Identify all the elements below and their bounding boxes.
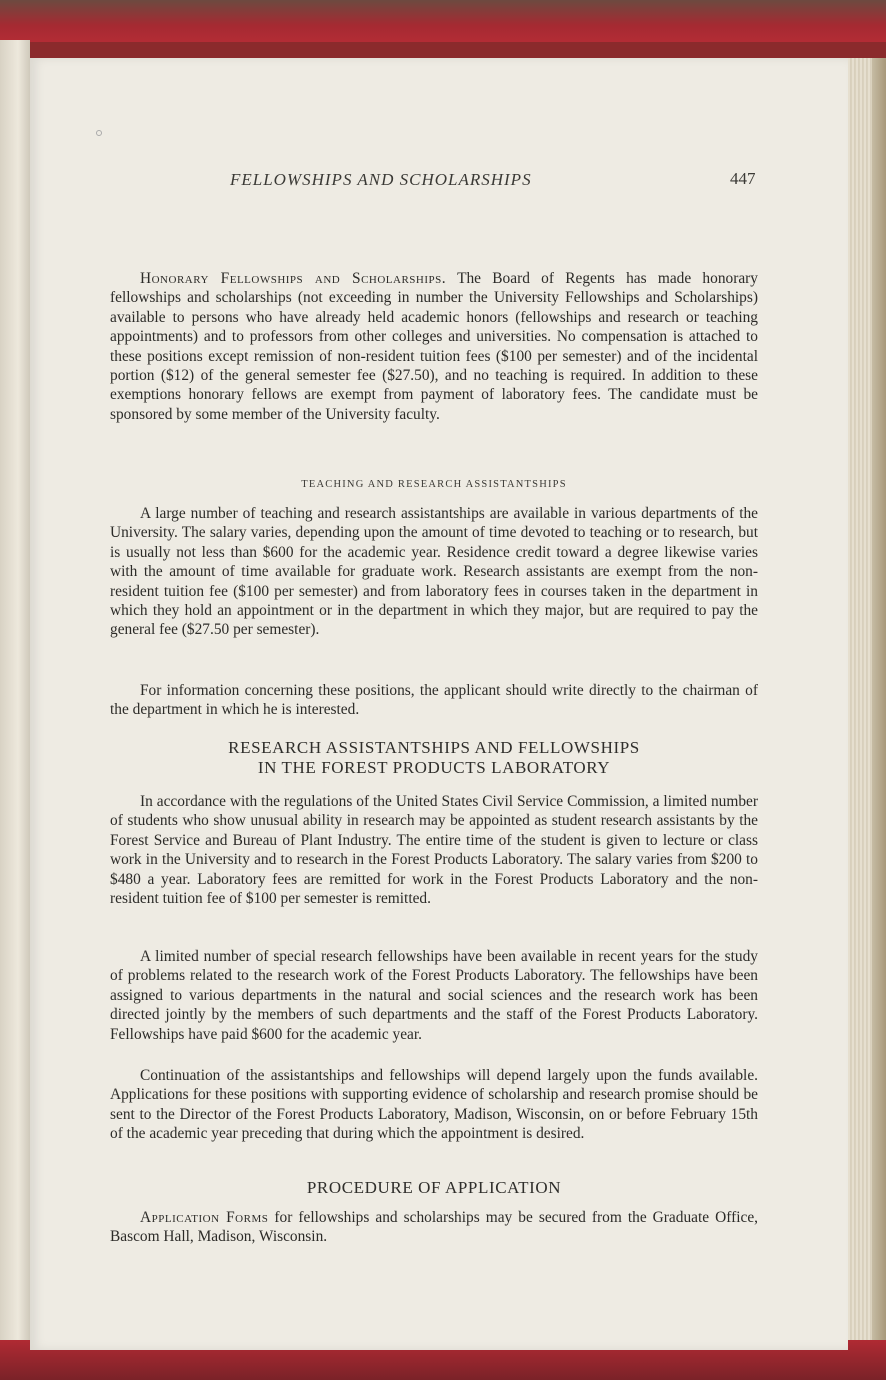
book-fore-edge <box>872 58 886 1353</box>
forms-lead: Application Forms <box>140 1209 269 1226</box>
left-page-edge <box>0 40 30 1350</box>
continuation-paragraph: Continuation of the assistantships and fellowships will depend largely upon the funds available. Applications for these positions with supporting evidence of scholarship and research promise should be sent to the Director of the Forest Products Laboratory, Madison, Wisconsin, on or before February 15th of the academic year preceding that during which the appointment is desired. <box>110 1067 758 1143</box>
teaching-paragraph: A large number of teaching and research assistantships are available in various departments of the University. The salary varies, depending upon the amount of time devoted to teaching or to research, but is usually not less than $600 for the academic year. Residence credit toward a degree likewise varies with the amount of time available for graduate work. Research assistants are exempt from the non-resident tuition fee ($100 per semester) and from laboratory fees in courses taken in the department in which they hold an appointment or in the department in which they major, but are required to pay the general fee ($27.50 per semester). <box>110 505 758 639</box>
honorary-body: The Board of Regents has made honorary fellowships and scholarships (not exceeding in number the University Fellowships and Scholarships) available to persons who have already held academic honors (fellowships and research or teaching appointments) and to professors from other colleges and universities. No compensation is attached to these positions except remission of non-resident tuition fees ($100 per semester) and of the incidental portion ($12) of the general semester fee ($27.50), and no teaching is required. In addition to these exemptions honorary fellows are exempt from payment of laboratory fees. The candidate must be sponsored by some member of the University faculty. <box>110 270 758 423</box>
research-heading <box>110 738 758 778</box>
honorary-lead: Honorary Fellowships and Scholarships. <box>140 270 447 287</box>
forms-body: for fellowships and scholarships may be secured from the Graduate Office, Bascom Hall, Madison, Wisconsin. <box>110 1209 758 1246</box>
research-heading-line2: IN THE FOREST PRODUCTS LABORATORY <box>257 758 611 777</box>
limited-paragraph: A limited number of special research fellowships have been available in recent years for the study of problems related to the research work of the Forest Products Laboratory. The fellowships have been assigned to various departments in the natural and social sciences and the research work has been directed jointly by the members of such departments and the staff of the Forest Products Laboratory. Fellowships have paid $600 for the academic year. <box>110 948 758 1043</box>
procedure-heading: PROCEDURE OF APPLICATION <box>306 1178 562 1197</box>
honorary-paragraph <box>110 269 758 424</box>
book-cover-top <box>0 0 886 42</box>
page-number: 447 <box>730 169 756 188</box>
book-page <box>30 58 848 1350</box>
forms-paragraph <box>110 1208 758 1247</box>
running-head: FELLOWSHIPS AND SCHOLARSHIPS <box>230 170 532 189</box>
accordance-paragraph: In accordance with the regulations of the United States Civil Service Commission, a limited number of students who show unusual ability in research may be appointed as student research assistants by the Forest Service and Bureau of Plant Industry. The entire time of the student is given to lecture or class work in the University and to research in the Forest Products Laboratory. The salary varies from $200 to $480 a year. Laboratory fees are remitted for work in the Forest Products Laboratory and the non-resident tuition fee of $100 per semester is remitted. <box>110 793 758 908</box>
page-mark <box>96 130 102 136</box>
teaching-heading: TEACHING AND RESEARCH ASSISTANTSHIPS <box>301 479 567 490</box>
info-paragraph: For information concerning these positions, the applicant should write directly to the chairman of the department in which he is interested. <box>110 682 758 719</box>
research-heading-line1: RESEARCH ASSISTANTSHIPS AND FELLOWSHIPS <box>228 738 640 757</box>
